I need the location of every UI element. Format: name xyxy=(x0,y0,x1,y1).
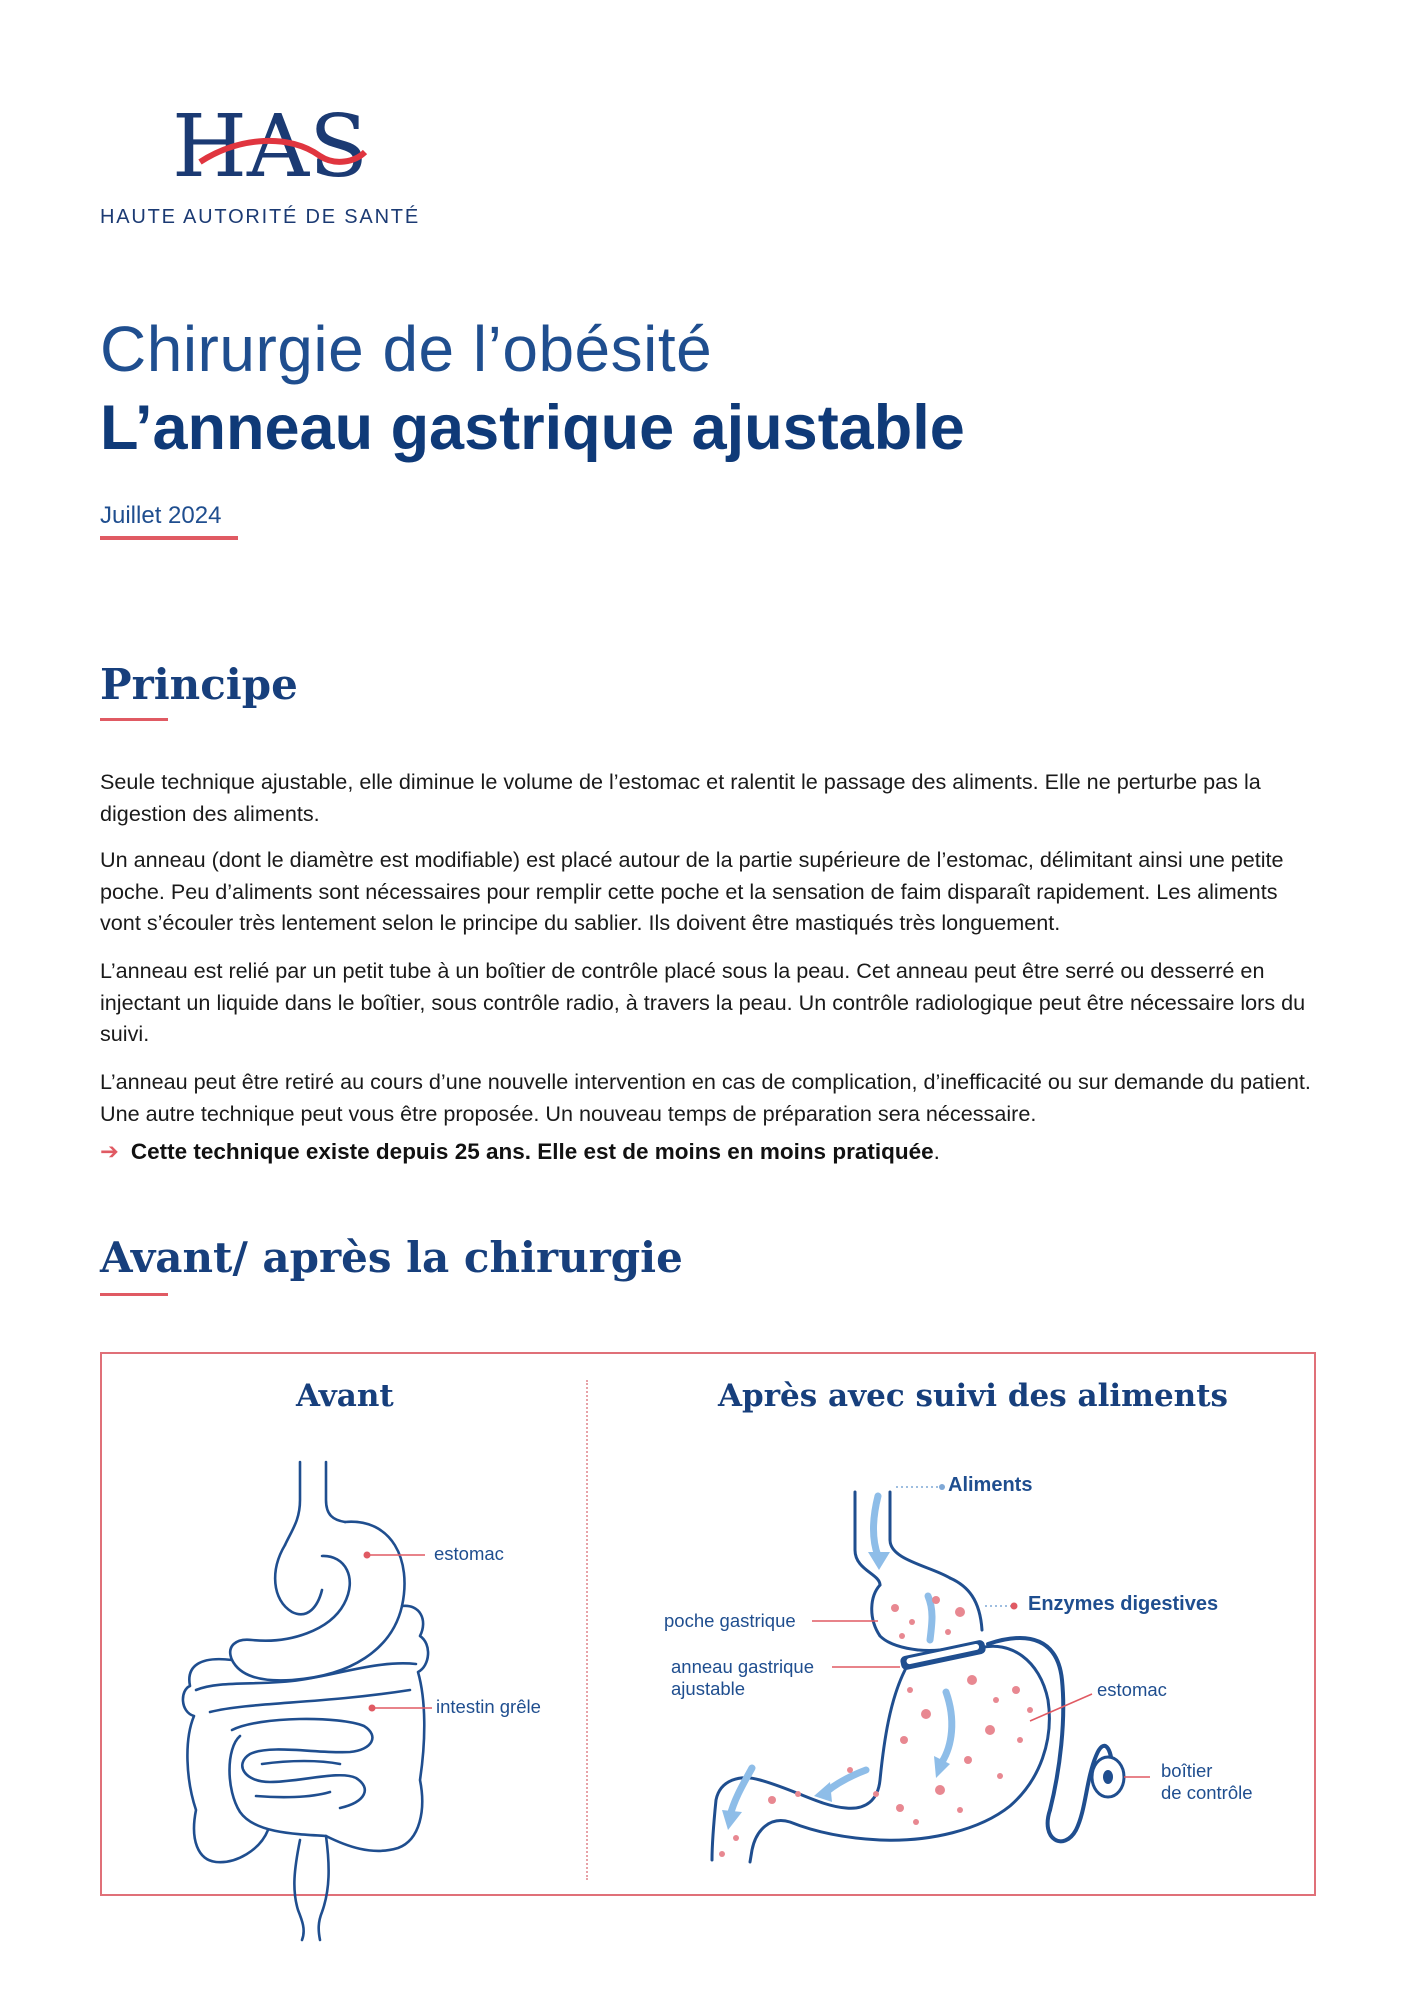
svg-text:HAS: HAS xyxy=(172,97,369,186)
label-small-intestine: intestin grêle xyxy=(436,1696,541,1717)
section-heading-principe: Principe xyxy=(100,660,298,709)
marker-dot xyxy=(1011,1603,1018,1610)
label-ring-line2: ajustable xyxy=(671,1678,746,1699)
publication-date: Juillet 2024 xyxy=(100,502,222,529)
label-control-box-line2: de contrôle xyxy=(1161,1782,1253,1803)
control-box-port xyxy=(1103,1770,1113,1784)
label-after-stomach: estomac xyxy=(1097,1679,1167,1700)
section-heading-avant-apres: Avant/ après la chirurgie xyxy=(100,1233,683,1282)
label-food: Aliments xyxy=(948,1474,1033,1496)
before-digestive-system xyxy=(183,1462,428,1940)
paragraph-1: Seule technique ajustable, elle diminue le volume de l’estomac et ralentit le passage des aliments. Elle ne perturbe pas la digestion des aliments. xyxy=(100,769,1261,826)
label-control-box-line1: boîtier xyxy=(1161,1760,1213,1781)
figure-before-title: Avant xyxy=(296,1378,394,1414)
paragraph-4: L’anneau peut être retiré au cours d’une nouvelle intervention en cas de complication, d’inefficacité ou sur demande du patient. Une autre technique peut vous être proposée. Un nouveau temps de préparation sera nécessaire. xyxy=(100,1069,1311,1126)
label-digestive-enzymes: Enzymes digestives xyxy=(1028,1593,1219,1615)
label-stomach: estomac xyxy=(434,1543,504,1564)
enzyme-dots xyxy=(719,1596,1033,1857)
page-title-line1: Chirurgie de l’obésité xyxy=(100,313,713,385)
org-name: HAUTE AUTORITÉ DE SANTÉ xyxy=(100,206,420,228)
paragraph-2: Un anneau (dont le diamètre est modifiable) est placé autour de la partie supérieure de l’estomac, délimitant ainsi une petite poche. Peu d’aliments sont nécessaires pour remplir cette poche et la sensation de faim disparaît rapidement. Les aliments vont s’écouler très lentement selon le principe du sablier. Ils doivent être mastiqués très longuement. xyxy=(100,847,1284,935)
arrow-right-icon: ➔ xyxy=(100,1139,119,1164)
page-title-line2: L’anneau gastrique ajustable xyxy=(100,393,965,463)
label-ring-line1: anneau gastrique xyxy=(671,1656,814,1677)
label-gastric-pouch: poche gastrique xyxy=(664,1610,796,1631)
key-fact-end: . xyxy=(933,1139,940,1164)
marker-dot xyxy=(369,1705,376,1712)
marker-dot xyxy=(939,1484,945,1490)
paragraph-3: L’anneau est relié par un petit tube à un boîtier de contrôle placé sous la peau. Cet anneau peut être serré ou desserré en injectant un liquide dans le boîtier, sous contrôle radio, à travers la peau. Un contrôle radiologique peut être nécessaire lors du suivi. xyxy=(100,958,1306,1046)
after-dotted-leaders xyxy=(896,1487,1014,1606)
marker-dot xyxy=(364,1552,371,1559)
figure-after-title: Après avec suivi des aliments xyxy=(718,1378,1228,1414)
key-fact-text: Cette technique existe depuis 25 ans. Elle est de moins en moins pratiquée xyxy=(130,1139,934,1164)
